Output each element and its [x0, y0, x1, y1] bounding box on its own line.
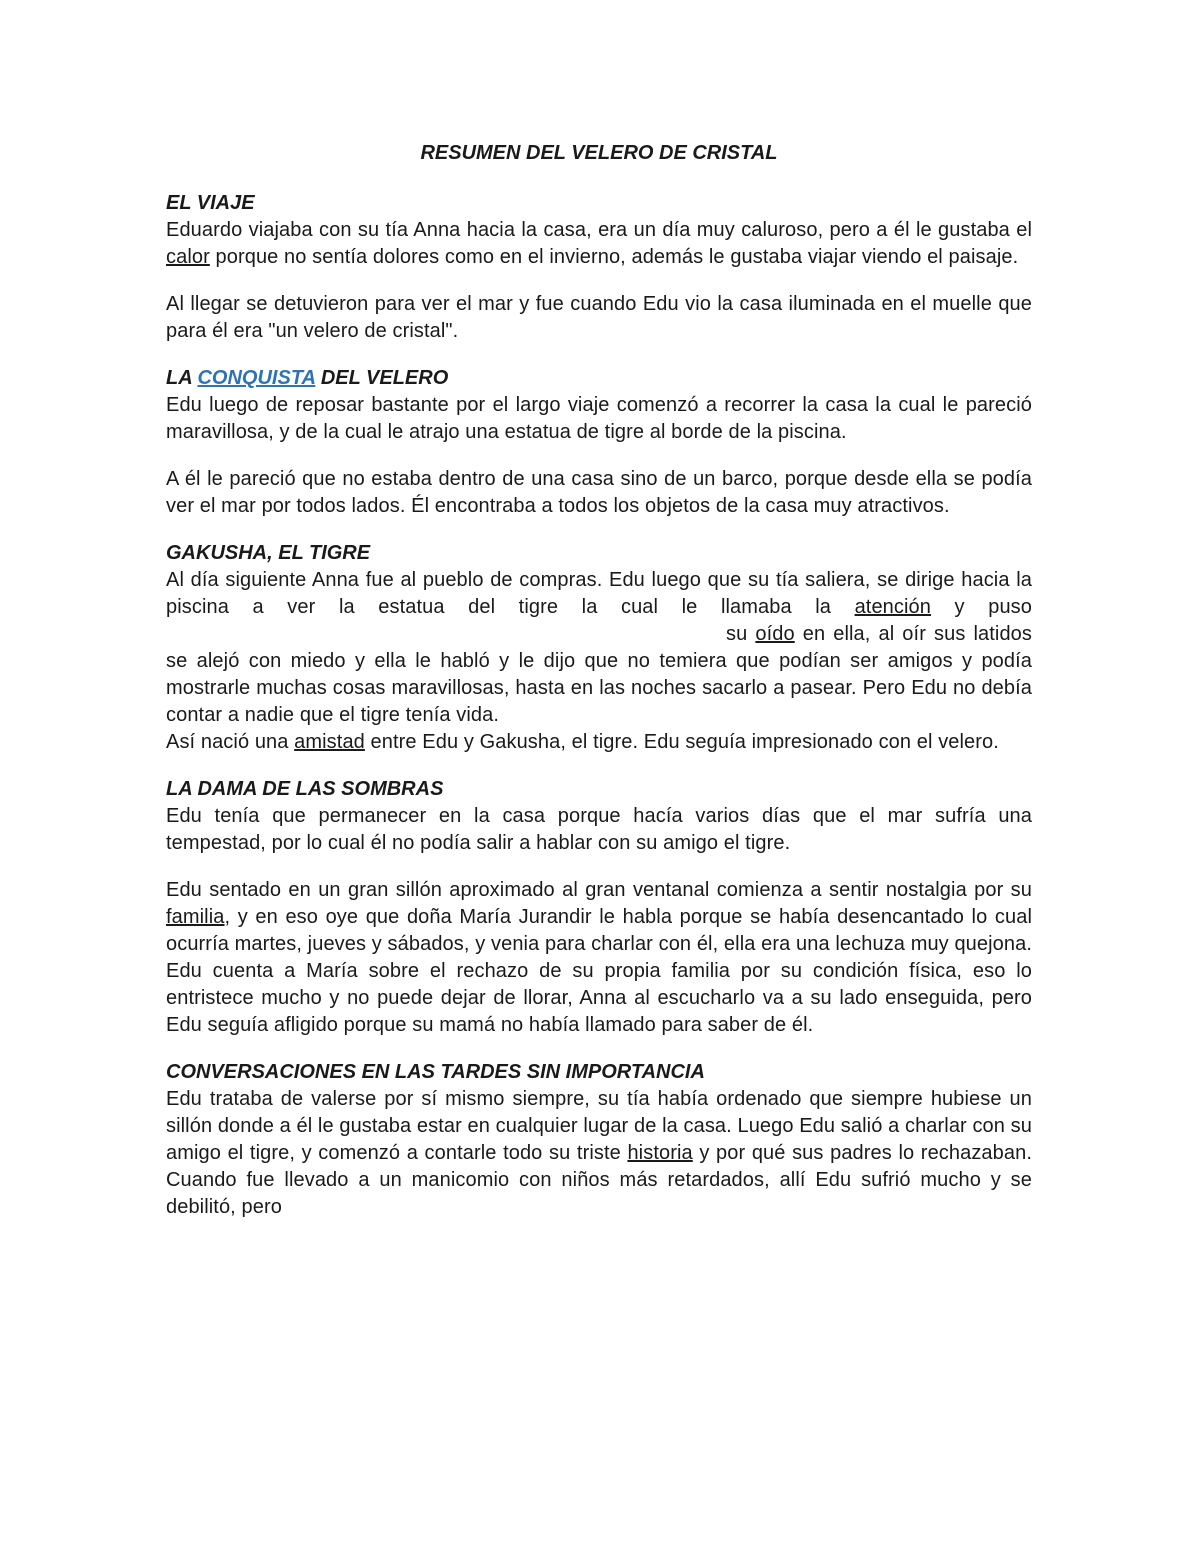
link-familia[interactable]: familia [166, 906, 225, 928]
section-heading-dama: LA DAMA DE LAS SOMBRAS [166, 778, 444, 800]
paragraph-text: y por qué sus padres lo rechazaban. Cuando fue llevado a un manicomio con niños más retardados, allí Edu sufrió mucho y se debilitó, pero [166, 1142, 1032, 1218]
paragraph-text: porque no sentía dolores como en el invierno, además le gustaba viajar viendo el paisaje. [209, 246, 1019, 268]
paragraph-conquista-2: A él le pareció que no estaba dentro de una casa sino de un barco, porque desde ella se podía ver el mar por todos lados. Él encontraba a todos los objetos de la casa muy atractivos. [166, 468, 1032, 517]
section-heading-conquista [166, 365, 1032, 392]
link-amistad[interactable]: amistad [294, 731, 365, 753]
paragraph-gakusha-2 [166, 729, 1032, 756]
link-conquista[interactable]: CONQUISTA [197, 367, 316, 389]
paragraph-text: , y en eso oye que doña María Jurandir le habla porque se había desencantado lo cual ocurría martes, jueves y sábados, y venia para charlar con él, ella era una lechuza muy quejona. Edu cuenta a María sobre el rechazo de su propia familia por su condición física, eso lo entristece mucho y no puede dejar de llorar, Anna al escucharlo va a su lado enseguida, pero Edu seguía afligido porque su mamá no había llamado para saber de él. [166, 906, 1032, 1036]
paragraph-text: Así nació una [166, 731, 295, 753]
paragraph-conquista-1: Edu luego de reposar bastante por el largo viaje comenzó a recorrer la casa la cual le pareció maravillosa, y de la cual le atrajo una estatua de tigre al borde de la piscina. [166, 394, 1032, 443]
paragraph-viaje-2: Al llegar se detuvieron para ver el mar y fue cuando Edu vio la casa iluminada en el muelle que para él era "un velero de cristal". [166, 293, 1032, 342]
paragraph-text: entre Edu y Gakusha, el tigre. Edu seguía impresionado con el velero. [364, 731, 999, 753]
paragraph-text: Al día siguiente Anna fue al pueblo de compras. Edu luego que su tía saliera, se dirige hacia la piscina a ver la estatua del tigre la cual le llamaba la [166, 569, 1032, 618]
section-heading-gakusha: GAKUSHA, EL TIGRE [166, 542, 371, 564]
paragraph-dama-1: Edu tenía que permanecer en la casa porque hacía varios días que el mar sufría una tempestad, por lo cual él no podía salir a hablar con su amigo el tigre. [166, 805, 1032, 854]
section-heading-viaje: EL VIAJE [166, 192, 255, 214]
paragraph-text: Eduardo viajaba con su tía Anna hacia la casa, era un día muy caluroso, pero a él le gustaba el [166, 219, 1032, 241]
document-title: RESUMEN DEL VELERO DE CRISTAL [420, 142, 778, 164]
heading-text: DEL VELERO [315, 367, 449, 389]
paragraph-text: y puso [931, 596, 1032, 618]
paragraph-text: Edu sentado en un gran sillón aproximado al gran ventanal comienza a sentir nostalgia por su [166, 879, 1032, 901]
paragraph-dama-2 [166, 877, 1032, 1039]
link-historia[interactable]: historia [627, 1142, 693, 1164]
paragraph-text: su [726, 623, 756, 645]
link-oido[interactable]: oído [755, 623, 795, 645]
paragraph-conversaciones-1 [166, 1086, 1032, 1221]
document-page [166, 138, 1032, 1241]
paragraph-viaje-1 [166, 217, 1032, 271]
link-atencion[interactable]: atención [854, 596, 931, 618]
paragraph-text: en ella, al oír sus latidos se alejó con miedo y ella le habló y le dijo que no temiera que podían ser amigos y podía mostrarle muchas cosas maravillosas, hasta en las noches sacarlo a pasear. Pero Edu no debía contar a nadie que el tigre tenía vida. [166, 623, 1032, 726]
section-heading-conversaciones: CONVERSACIONES EN LAS TARDES SIN IMPORTANCIA [166, 1061, 705, 1083]
paragraph-text: Edu trataba de valerse por sí mismo siempre, su tía había ordenado que siempre hubiese un sillón donde a él le gustaba estar en cualquier lugar de la casa. Luego Edu salió a charlar con su amigo el tigre, y comenzó a contarle todo su triste [166, 1088, 1032, 1164]
heading-text: LA [166, 367, 198, 389]
paragraph-gakusha-1 [166, 567, 1032, 729]
link-calor[interactable]: calor [166, 246, 210, 268]
